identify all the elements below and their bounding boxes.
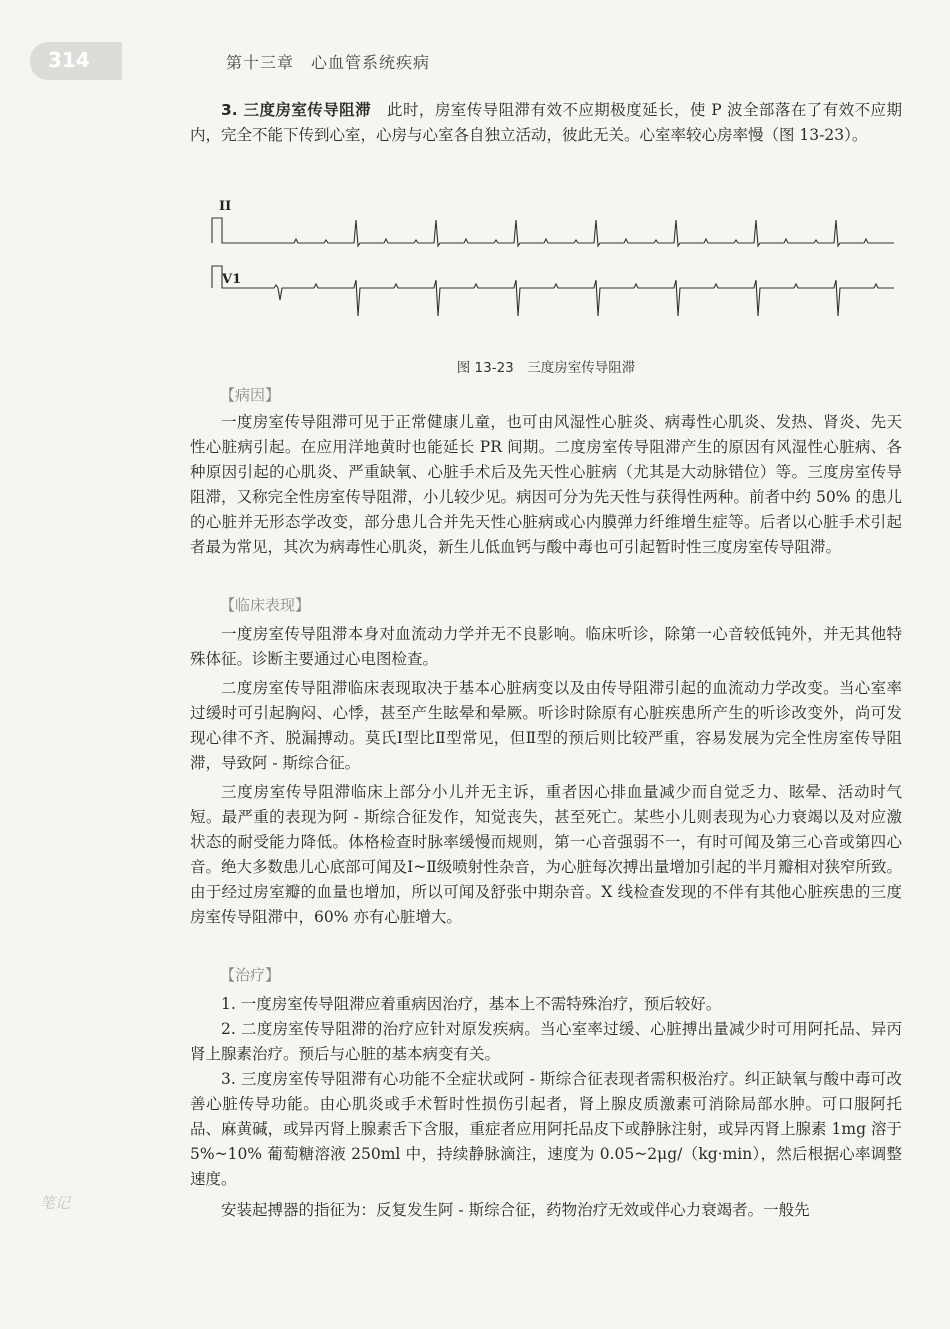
page-number: 314 <box>48 48 90 72</box>
etiology-heading: 【病因】 <box>220 386 281 404</box>
ecg-lead-v1-label: V1 <box>222 272 242 287</box>
intro-lead: 3. 三度房室传导阻滞 <box>221 101 372 119</box>
ecg-figure <box>204 188 902 338</box>
etiology-paragraph: 一度房室传导阻滞可见于正常健康儿童，也可由风湿性心脏炎、病毒性心肌炎、发热、肾炎、先天性心脏病引起。在应用洋地黄时也能延长 PR 间期。二度房室传导阻滞产生的原因有风湿性心脏病、各种原因引起的心肌炎、严重缺氧、心脏手术后及先天性心脏病（尤其是大动脉错位）等。三度房室传导阻滞，又称完全性房室传导阻滞，小儿较少见。病因可分为先天性与获得性两种。前者中约 50% 的患儿的心脏并无形态学改变，部分患儿合并先天性心脏病或心内膜弹力纤维增生症等。后者以心脏手术引起者最为常见，其次为病毒性心肌炎，新生儿低血钙与酸中毒也可引起暂时性三度房室传导阻滞。 <box>190 413 902 556</box>
intro-text: 此时，房室传导阻滞有效不应期极度延长，使 P 波全部落在了有效不应期内，完全不能下传到心室，心房与心室各自独立活动，彼此无关。心室率较心房率慢（图 13-23）。 <box>190 101 902 144</box>
clinical-heading: 【临床表现】 <box>220 596 311 614</box>
ecg-trace-lead-ii <box>212 218 894 246</box>
running-head: 第十三章 心血管系统疾病 <box>226 53 431 72</box>
clinical-paragraph-2: 二度房室传导阻滞临床表现取决于基本心脏病变以及由传导阻滞引起的血流动力学改变。当心室率过缓时可引起胸闷、心悸，甚至产生眩晕和晕厥。听诊时除原有心脏疾患所产生的听诊改变外，尚可发现心律不齐、脱漏搏动。莫氏Ⅰ型比Ⅱ型常见，但Ⅱ型的预后则比较严重，容易发展为完全性房室传导阻滞，导致阿 - 斯综合征。 <box>190 679 902 772</box>
etiology-section <box>190 410 902 560</box>
clinical-paragraph-3: 三度房室传导阻滞临床上部分小儿并无主诉，重者因心排血量减少而自觉乏力、眩晕、活动时气短。最严重的表现为阿 - 斯综合征发作，知觉丧失，甚至死亡。某些小儿则表现为心力衰竭以及对应激状态的耐受能力降低。体格检查时脉率缓慢而规则，第一心音强弱不一，有时可闻及第三心音或第四心音。绝大多数患儿心底部可闻及Ⅰ~Ⅱ级喷射性杂音，为心脏每次搏出量增加引起的半月瓣相对狭窄所致。由于经过房室瓣的血量也增加，所以可闻及舒张中期杂音。X 线检查发现的不伴有其他心脏疾患的三度房室传导阻滞中，60% 亦有心脏增大。 <box>190 783 902 926</box>
margin-note: 笔记 <box>40 1194 71 1212</box>
treatment-heading: 【治疗】 <box>220 966 281 984</box>
ecg-trace-lead-v1 <box>212 266 894 316</box>
clinical-paragraph-1: 一度房室传导阻滞本身对血流动力学并无不良影响。临床听诊，除第一心音较低钝外，并无其他特殊体征。诊断主要通过心电图检查。 <box>190 625 902 668</box>
treatment-item-1: 1. 一度房室传导阻滞应着重病因治疗，基本上不需特殊治疗，预后较好。 <box>221 995 722 1013</box>
ecg-lead-ii-label: II <box>219 199 232 214</box>
treatment-section <box>190 992 902 1223</box>
treatment-item-3: 3. 三度房室传导阻滞有心功能不全症状或阿 - 斯综合征表现者需积极治疗。纠正缺氧与酸中毒可改善心脏传导功能。由心肌炎或手术暂时性损伤引起者，肾上腺皮质激素可消除局部水肿。可口服阿托品、麻黄碱，或异丙肾上腺素舌下含服，重症者应用阿托品皮下或静脉注射，或异丙肾上腺素 1mg 溶于 5%~10% 葡萄糖溶液 250ml 中，持续静脉滴注，速度为 0.05~2μg/（kg·min），然后根据心率调整速度。 <box>190 1070 902 1188</box>
treatment-item-2: 2. 二度房室传导阻滞的治疗应针对原发疾病。当心室率过缓、心脏搏出量减少时可用阿托品、异丙肾上腺素治疗。预后与心脏的基本病变有关。 <box>190 1020 902 1063</box>
intro-paragraph <box>190 98 902 148</box>
figure-caption: 图 13-23 三度房室传导阻滞 <box>456 360 636 376</box>
clinical-section <box>190 622 902 930</box>
pacemaker-paragraph: 安装起搏器的指征为：反复发生阿 - 斯综合征，药物治疗无效或伴心力衰竭者。一般先 <box>221 1201 810 1219</box>
